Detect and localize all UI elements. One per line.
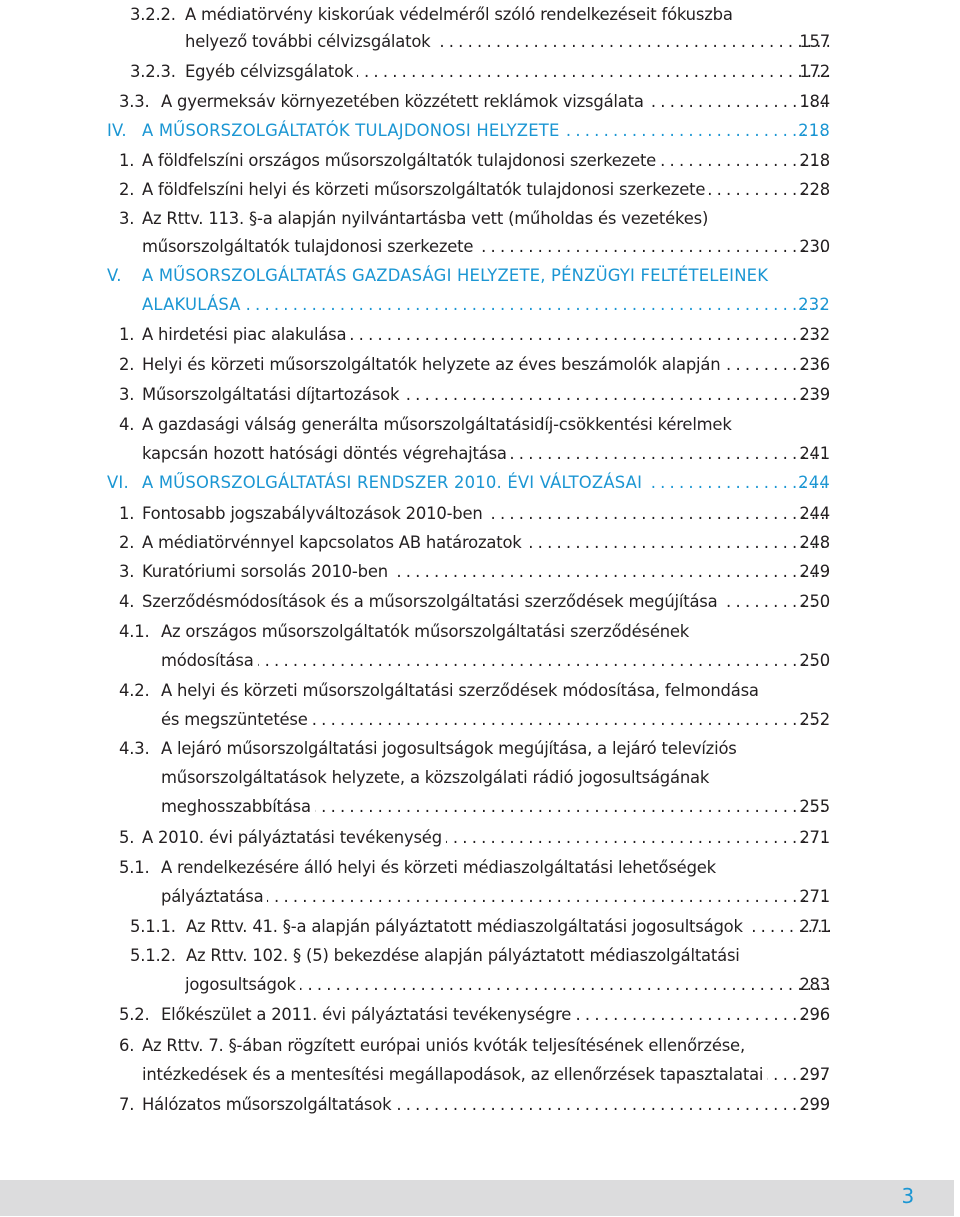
toc-entry (0, 499, 960, 529)
toc-entry (0, 941, 960, 971)
toc-entry-title: A földfelszíni helyi és körzeti műsorszolgáltatók tulajdonosi szerkezete . . . (142, 175, 830, 205)
toc-entry-title: és megszüntetése . . . (161, 705, 830, 735)
toc-entry-title: A gyermeksáv környezetében közzétett reklámok vizsgálata . . . (161, 87, 830, 117)
toc-entry-page: 241 (799, 444, 830, 463)
toc-entry-number: 7. (119, 1095, 135, 1114)
toc-entry (0, 1000, 960, 1030)
toc-entry (0, 87, 960, 117)
toc-entry-title: A médiatörvénnyel kapcsolatos AB határozatok . . . (142, 528, 830, 558)
toc-entry (0, 27, 960, 57)
toc-entry-number: 1. (119, 325, 135, 344)
toc-entry-number: 4. (119, 592, 135, 611)
toc-entry-title: pályáztatása . . . (161, 882, 830, 912)
toc-entry-page: 232 (799, 325, 830, 344)
toc-entry-title: A MŰSORSZOLGÁLTATÁSI RENDSZER 2010. ÉVI VÁLTOZÁSAI . . . (142, 468, 830, 498)
toc-entry-title: ALAKULÁSA . . . (142, 290, 830, 320)
toc-entry (0, 468, 960, 498)
toc-entry-number: VI. (107, 473, 129, 492)
toc-entry-title: műsorszolgáltatások helyzete, a közszolgálati rádió jogosultságának (161, 763, 713, 793)
toc-entry-page: 252 (799, 710, 830, 729)
toc-entry (0, 261, 960, 291)
toc-entry-page: 236 (799, 355, 830, 374)
toc-entry-title: Fontosabb jogszabályváltozások 2010-ben . . . (142, 499, 830, 529)
toc-entry (0, 146, 960, 176)
toc-entry-title: A földfelszíni országos műsorszolgáltatók tulajdonosi szerkezete . . . (142, 146, 830, 176)
toc-entry-title: Előkészület a 2011. évi pályáztatási tevékenységre . . . (161, 1000, 830, 1030)
toc-entry-title: Kuratóriumi sorsolás 2010-ben . . . (142, 557, 830, 587)
toc-entry-page: 249 (799, 562, 830, 581)
toc-entry-page: 250 (799, 651, 830, 670)
toc-entry-number: 3.2.2. (130, 5, 176, 24)
toc-entry-page: 283 (799, 975, 830, 994)
toc-entry-page: 228 (799, 180, 830, 199)
toc-entry (0, 853, 960, 883)
toc-entry-page: 244 (798, 473, 830, 492)
toc-entry (0, 734, 960, 764)
toc-entry-page: 296 (799, 1005, 830, 1024)
toc-entry-title: A gazdasági válság generálta műsorszolgáltatásidíj-csökkentési kérelmek (142, 410, 736, 440)
toc-entry (0, 175, 960, 205)
toc-entry-title: helyező további célvizsgálatok . . . (185, 27, 830, 57)
toc-entry-page: 239 (799, 385, 830, 404)
toc-entry-number: 4. (119, 415, 135, 434)
toc-entry (0, 410, 960, 440)
toc-entry-title: kapcsán hozott hatósági döntés végrehajtása . . . (142, 439, 830, 469)
toc-entry (0, 557, 960, 587)
toc-entry-title: Helyi és körzeti műsorszolgáltatók helyzete az éves beszámolók alapján . . . (142, 350, 830, 380)
toc-entry-page: 299 (799, 1095, 830, 1114)
toc-entry (0, 350, 960, 380)
toc-entry-number: 2. (119, 533, 135, 552)
toc-entry-title: A hirdetési piac alakulása . . . (142, 320, 830, 350)
toc-entry-title: A rendelkezésére álló helyi és körzeti médiaszolgáltatási lehetőségek (161, 853, 720, 883)
toc-entry-page: 172 (799, 62, 830, 81)
toc-entry-number: 1. (119, 504, 135, 523)
toc-entry-number: 3.3. (119, 92, 150, 111)
toc-entry-title: műsorszolgáltatók tulajdonosi szerkezete . . . (142, 232, 830, 262)
toc-entry-page: 250 (799, 592, 830, 611)
toc-entry-page: 255 (799, 797, 830, 816)
toc-entry (0, 320, 960, 350)
toc-entry-title: Az Rttv. 113. §-a alapján nyilvántartásba vett (műholdas és vezetékes) (142, 204, 712, 234)
toc-entry (0, 587, 960, 617)
toc-entry-number: 5.1.1. (130, 917, 176, 936)
toc-entry-title: jogosultságok . . . (185, 970, 830, 1000)
toc-entry-title: Az Rttv. 41. §-a alapján pályáztatott médiaszolgáltatási jogosultságok . . . (186, 912, 830, 942)
toc-entry-page: 248 (799, 533, 830, 552)
toc-entry-title: meghosszabbítása . . . (161, 792, 830, 822)
toc-entry-title: módosítása . . . (161, 646, 830, 676)
toc-entry-title: A MŰSORSZOLGÁLTATÁS GAZDASÁGI HELYZETE, PÉNZÜGYI FELTÉTELEINEK (142, 261, 772, 291)
toc-entry-page: 271 (799, 887, 830, 906)
toc-entry-page: 244 (799, 504, 830, 523)
toc-entry-number: 3.2.3. (130, 62, 176, 81)
toc-entry (0, 676, 960, 706)
toc-entry-title: A helyi és körzeti műsorszolgáltatási szerződések módosítása, felmondása (161, 676, 763, 706)
toc-entry-page: 184 (799, 92, 830, 111)
toc-entry-page: 232 (798, 295, 830, 314)
toc-entry (0, 290, 960, 320)
toc-entry (0, 439, 960, 469)
toc-entry (0, 1060, 960, 1090)
page-footer (0, 1180, 954, 1216)
toc-entry-page: 218 (798, 121, 830, 140)
toc-entry-title: Egyéb célvizsgálatok . . . (185, 57, 830, 87)
toc-entry-title: Az Rttv. 102. § (5) bekezdése alapján pályáztatott médiaszolgáltatási (186, 941, 744, 971)
toc-entry-number: 4.2. (119, 681, 150, 700)
toc-entry-title: Az országos műsorszolgáltatók műsorszolgáltatási szerződésének (161, 617, 693, 647)
toc-entry-number: 2. (119, 180, 135, 199)
toc-entry-number: 4.1. (119, 622, 150, 641)
toc-entry-page: 230 (799, 237, 830, 256)
toc-entry-number: 6. (119, 1036, 135, 1055)
toc-entry-title: A médiatörvény kiskorúak védelméről szóló rendelkezéseit fókuszba (185, 0, 737, 30)
toc-entry-number: 5. (119, 828, 135, 847)
toc-entry-number: 5.1. (119, 858, 150, 877)
toc-entry-title: A MŰSORSZOLGÁLTATÓK TULAJDONOSI HELYZETE . . . (142, 116, 830, 146)
toc-entry (0, 57, 960, 87)
toc-entry-title: A 2010. évi pályáztatási tevékenység . . . (142, 823, 830, 853)
toc-entry (0, 380, 960, 410)
toc-entry (0, 912, 960, 942)
page-number: 3 (901, 1184, 914, 1208)
toc-entry (0, 970, 960, 1000)
toc-entry-page: 271 (799, 917, 830, 936)
toc-entry-page: 271 (799, 828, 830, 847)
toc-entry (0, 823, 960, 853)
toc-entry-number: IV. (107, 121, 127, 140)
toc-entry (0, 792, 960, 822)
toc-entry (0, 705, 960, 735)
toc-entry (0, 232, 960, 262)
toc-entry (0, 617, 960, 647)
toc-entry-number: 5.1.2. (130, 946, 176, 965)
toc-entry-number: 2. (119, 355, 135, 374)
toc-entry-title: Az Rttv. 7. §-ában rögzített európai uniós kvóták teljesítésének ellenőrzése, (142, 1031, 749, 1061)
toc-entry-number: 5.2. (119, 1005, 150, 1024)
toc-entry (0, 1090, 960, 1120)
toc-entry (0, 204, 960, 234)
toc-entry (0, 646, 960, 676)
toc-entry-number: 3. (119, 385, 135, 404)
toc-entry (0, 763, 960, 793)
toc-entry-title: intézkedések és a mentesítési megállapodások, az ellenőrzések tapasztalatai . . . (142, 1060, 830, 1090)
toc-entry (0, 882, 960, 912)
toc-entry-title: Műsorszolgáltatási díjtartozások . . . (142, 380, 830, 410)
toc-entry-page: 297 (799, 1065, 830, 1084)
toc-entry-number: V. (107, 266, 122, 285)
toc-entry-page: 157 (799, 32, 830, 51)
toc-entry (0, 1031, 960, 1061)
toc-entry-number: 4.3. (119, 739, 150, 758)
toc-entry-number: 1. (119, 151, 135, 170)
toc-entry (0, 116, 960, 146)
toc-entry-page: 218 (799, 151, 830, 170)
toc-entry-number: 3. (119, 209, 135, 228)
toc-entry-title: Szerződésmódosítások és a műsorszolgáltatási szerződések megújítása . . . (142, 587, 830, 617)
toc-entry (0, 528, 960, 558)
toc-entry (0, 0, 960, 30)
toc-entry-title: A lejáró műsorszolgáltatási jogosultságok megújítása, a lejáró televíziós (161, 734, 741, 764)
toc-entry-title: Hálózatos műsorszolgáltatások . . . (142, 1090, 830, 1120)
toc-entry-number: 3. (119, 562, 135, 581)
